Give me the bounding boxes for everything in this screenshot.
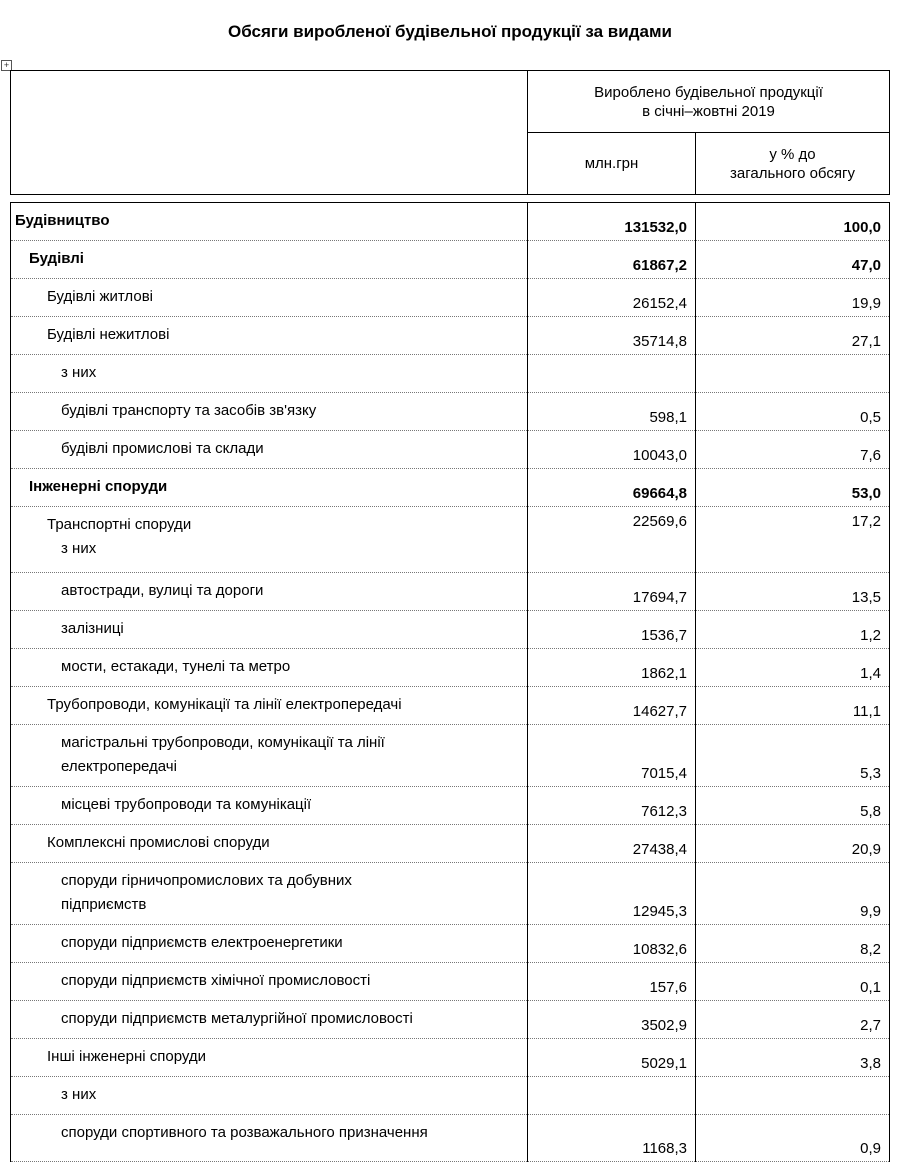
row-label: Будівництво [11, 203, 528, 241]
row-value: 1862,1 [528, 649, 696, 687]
row-pct: 2,7 [696, 1001, 890, 1039]
row-label: будівлі транспорту та засобів зв'язку [11, 393, 528, 431]
table-row [11, 925, 890, 963]
row-pct: 20,9 [696, 825, 890, 863]
row-pct: 0,9 [696, 1115, 890, 1162]
row-label: Трубопроводи, комунікації та лінії електропередачі [11, 687, 528, 725]
row-label-line2: підприємств [61, 896, 147, 913]
row-value: 22569,6 [528, 507, 696, 573]
row-pct: 47,0 [696, 241, 890, 279]
row-value: 3502,9 [528, 1001, 696, 1039]
header-blank-cell [11, 71, 528, 195]
row-value: 14627,7 [528, 687, 696, 725]
row-label: споруди підприємств металургійної промисловості [11, 1001, 528, 1039]
row-pct: 0,1 [696, 963, 890, 1001]
row-pct: 5,8 [696, 787, 890, 825]
row-label: будівлі промислові та склади [11, 431, 528, 469]
row-pct: 9,9 [696, 863, 890, 925]
table-row [11, 431, 890, 469]
row-label: Комплексні промислові споруди [11, 825, 528, 863]
row-label-line1: магістральні трубопроводи, комунікації та лінії [61, 734, 385, 751]
row-pct: 17,2 [696, 507, 890, 573]
row-pct: 0,5 [696, 393, 890, 431]
table-row [11, 1115, 890, 1162]
table-row [11, 825, 890, 863]
row-label-line2: електропередачі [61, 758, 177, 775]
header-group-line2: в січні–жовтні 2019 [642, 102, 775, 120]
row-pct: 13,5 [696, 573, 890, 611]
row-value: 69664,8 [528, 469, 696, 507]
table-row [11, 573, 890, 611]
row-value: 7015,4 [528, 725, 696, 787]
row-label [11, 507, 528, 573]
row-pct: 8,2 [696, 925, 890, 963]
row-value: 1168,3 [528, 1115, 696, 1162]
row-value: 1536,7 [528, 611, 696, 649]
row-value: 7612,3 [528, 787, 696, 825]
row-pct: 3,8 [696, 1039, 890, 1077]
table-row [11, 863, 890, 925]
row-label: з них [11, 1077, 528, 1115]
row-label [11, 863, 528, 925]
row-pct [696, 1077, 890, 1115]
table-move-handle-icon[interactable]: + [1, 60, 12, 71]
row-label [11, 725, 528, 787]
spacer-cell [696, 195, 890, 203]
table-row [11, 787, 890, 825]
row-value: 5029,1 [528, 1039, 696, 1077]
row-value: 61867,2 [528, 241, 696, 279]
row-pct: 1,4 [696, 649, 890, 687]
row-label-line1: Транспортні споруди [47, 516, 192, 533]
table-row [11, 469, 890, 507]
row-pct: 27,1 [696, 317, 890, 355]
table-row [11, 241, 890, 279]
header-mln: млн.грн [528, 133, 696, 195]
table-row [11, 355, 890, 393]
table-row [11, 393, 890, 431]
row-label: споруди підприємств хімічної промисловості [11, 963, 528, 1001]
row-label: споруди спортивного та розважального призначення [11, 1115, 528, 1162]
row-value: 12945,3 [528, 863, 696, 925]
row-pct [696, 355, 890, 393]
row-label: споруди підприємств електроенергетики [11, 925, 528, 963]
header-group-line1: Вироблено будівельної продукції [594, 83, 823, 101]
row-value: 10832,6 [528, 925, 696, 963]
row-label-line1: споруди гірничопромислових та добувних [61, 872, 352, 889]
row-label: Інженерні споруди [11, 469, 528, 507]
row-label-line2: з них [61, 540, 97, 557]
row-pct: 5,3 [696, 725, 890, 787]
row-label: мости, естакади, тунелі та метро [11, 649, 528, 687]
row-value: 131532,0 [528, 203, 696, 241]
row-label: залізниці [11, 611, 528, 649]
row-pct: 53,0 [696, 469, 890, 507]
header-pct [696, 133, 890, 195]
row-value: 598,1 [528, 393, 696, 431]
row-pct: 19,9 [696, 279, 890, 317]
table-row [11, 687, 890, 725]
row-label: автостради, вулиці та дороги [11, 573, 528, 611]
table-row [11, 279, 890, 317]
row-value: 26152,4 [528, 279, 696, 317]
table-row [11, 1039, 890, 1077]
table-row [11, 1077, 890, 1115]
row-value [528, 355, 696, 393]
row-pct: 100,0 [696, 203, 890, 241]
header-pct-line1: у % до [769, 145, 816, 163]
row-label: Будівлі житлові [11, 279, 528, 317]
row-label: Будівлі [11, 241, 528, 279]
row-value: 17694,7 [528, 573, 696, 611]
row-label: Інші інженерні споруди [11, 1039, 528, 1077]
row-value: 27438,4 [528, 825, 696, 863]
row-value: 10043,0 [528, 431, 696, 469]
table-row [11, 963, 890, 1001]
row-label: місцеві трубопроводи та комунікації [11, 787, 528, 825]
table-row [11, 317, 890, 355]
table-row [11, 507, 890, 573]
row-value [528, 1077, 696, 1115]
table-row [11, 1001, 890, 1039]
header-group [528, 71, 890, 133]
row-label: Будівлі нежитлові [11, 317, 528, 355]
page-title: Обсяги виробленої будівельної продукції за видами [227, 22, 672, 41]
production-table [10, 70, 890, 1162]
row-pct: 1,2 [696, 611, 890, 649]
spacer-cell [528, 195, 696, 203]
table-row [11, 611, 890, 649]
header-pct-line2: загального обсягу [730, 164, 855, 182]
table-row [11, 725, 890, 787]
row-pct: 7,6 [696, 431, 890, 469]
spacer-cell [11, 195, 528, 203]
row-value: 35714,8 [528, 317, 696, 355]
row-pct: 11,1 [696, 687, 890, 725]
row-value: 157,6 [528, 963, 696, 1001]
row-label: з них [11, 355, 528, 393]
table-row [11, 203, 890, 241]
table-row [11, 649, 890, 687]
